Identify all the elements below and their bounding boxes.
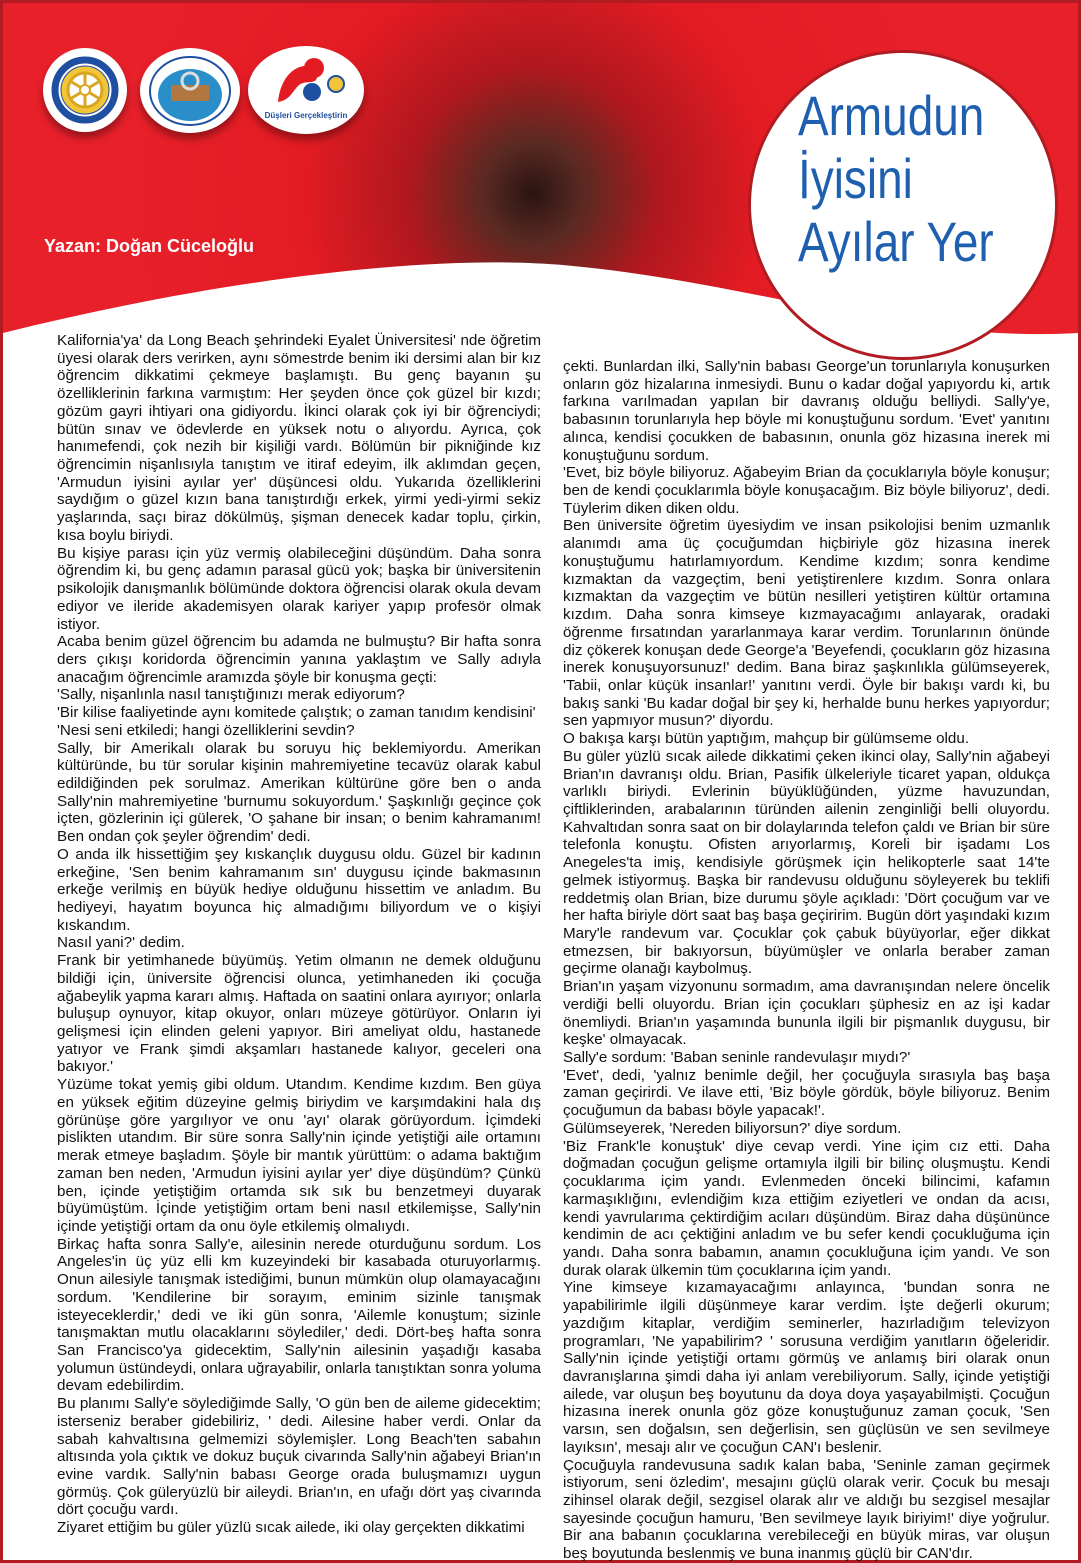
paragraph: Bu kişiye parası için yüz vermiş olabileceğini düşündüm. Daha sonra öğrendim ki, bu genç adamın parasal gücü yok; başka bir üniversitenin psikolojik danışmanlık bölümünde doktora öğrencisi olarak okula devam ediyor ve ileride akademisyen olarak kariyer yapıp profesör olmak istiyor.: [57, 544, 541, 633]
title-line: Ayılar Yer: [798, 210, 994, 273]
article-column-right: [563, 358, 1050, 1563]
paragraph: Ziyaret ettiğim bu güler yüzlü sıcak ailede, iki olay gerçekten dikkatimi: [57, 1519, 525, 1537]
paragraph: Bu planımı Sally'e söylediğimde Sally, 'O gün ben de aileme gidecektim; isterseniz beraber gidebiliriz, ' dedi. Ailesine haber verdi. Onlar da sabah kahvaltısına gelmemizi söylemişler. Long Beach'ten sabahın altısında yola çıktık ve dokuz buçuk civarında Sally'nin ağabeyi Brian'ın evine vardık. Sally'nin babası George orada buluşmamızı uygun görmüş. Çok güleryüzlü bir aileydi. Brian'ın, en ufağı dört yaş civarında dört çocuğu vardı.: [57, 1395, 541, 1519]
paragraph: O anda ilk hissettiğim şey kıskançlık duygusu oldu. Güzel bir kadının erkeğine, 'Sen benim kahramanım sın' duygusu içinde bakmasının erkeğe verilmiş en büyük hediye olduğunu hissettim ve anladım. Bu hediyeyi, hayatım boyunca hiç almadığımı biliyordum ve o kişiyi kıskandım.: [57, 845, 541, 934]
paragraph: Brian'ın yaşam vizyonunu sormadım, ama davranışından nelere öncelik verdiği belli oluyordu. Brian için çocukları şüphesiz en az işi kadar önemliydi. Brian'ın yaşamında bununla ilgili bir pişmanlık duygusu, bir keşke' olmayacak.: [563, 978, 1050, 1049]
paragraph: Çocuğuyla randevusuna sadık kalan baba, 'Seninle zaman geçirmek istiyorum, seni özledim', mesajını güçlü olarak verir. Çocuk bu mesajı zihinsel olarak değil, sezgisel olarak alır ve aldığı bu sezgisel mesajlar sayesinde çocuğun hamuru, 'Ben sevilmeye layık biriyim!' diye yoğrulur. Bir ana babanın çocuklarına verebileceği en büyük miras, var oluşun beş boyutunda beslenmiş ve buna inanmış güçlü bir CAN'dır.: [563, 1456, 1050, 1563]
paragraph: 'Evet', dedi, 'yalnız benimle değil, her çocuğuyla sırasıyla baş başa zaman geçirirdi. Ve ilave etti, 'Biz böyle gördük, böyle biliyoruz. Benim çocuğumun da babası böyle yapacak!'.: [563, 1066, 1050, 1120]
paragraph: Gülümseyerek, 'Nereden biliyorsun?' diye sordum.: [563, 1119, 902, 1137]
club-emblem-icon: [147, 55, 233, 127]
paragraph: Kalifornia'ya' da Long Beach şehrindeki Eyalet Üniversitesi' nde öğretim üyesi olarak ders verirken, aynı sömestrde benim iki dersimi alan bir kız öğrencim dikkatimi çekmeye başlamıştı. Bu genç bayanın şu özelliklerinin farkına varmıştım: Her şeyden önce çok güzel bir kızdı; gözüm gayri ihtiyari ona gidiyordu. İkinci olarak çok iyi bir öğrenciydi; bütün sınav ve ödevlerde en yüksek notu o alıyordu. Ayrıca, çok hanımefendi, çok nezih bir kişiliği vardı. Bölümün bir pikniğinde kız öğrencimin nişanlısıyla tanıştım ve itiraf edeyim, ilk aklımdan geçen, 'Armudun iyisini ayılar yer' düşüncesi oldu. Yukarıda özelliklerini saydığım o güzel kızın bana tanıştırdığı erkek, yirmi yedi-yirmi sekiz yaşlarında, saçı biraz dökülmüş, şişman denecek kadar toplu, çirkin, kısa boylu biriydi.: [57, 332, 541, 544]
paragraph: Frank bir yetimhanede büyümüş. Yetim olmanın ne demek olduğunu bildiği için, üniversite öğrencisi olunca, yetimhaneden iki çocuğa ağabeylik yapma kararı almış. Haftada on saatini onlara ayırıyor; onlarla buluşup oynuyor, kitap okuyor, onları müzeye götürüyor. Onların iyi gelişmesi için elinden geleni yapıyor. Biri ameliyat oldu, hastanede yatıyor ve Frank şimdi akşamları hastanede kalıyor, geceleri ona bakıyor.': [57, 952, 541, 1076]
paragraph: Acaba benim güzel öğrencim bu adamda ne bulmuştu? Bir hafta sonra ders çıkışı koridorda öğrencimin yanına yaklaştım ve Sally adıyla anacağım öğrencimle aramızda şöyle bir konuşma geçti:: [57, 633, 541, 686]
paragraph: 'Evet, biz böyle biliyoruz. Ağabeyim Brian da çocuklarıyla böyle konuşur; ben de kendi çocuklarımla böyle konuşacağım. Biz böyle biliyoruz', dedi. Tüylerim diken diken oldu.: [563, 464, 1050, 517]
title-line: İyisini: [798, 147, 913, 210]
paragraph: 'Bir kilise faaliyetinde aynı komitede çalıştık; o zaman tanıdım kendisini': [57, 704, 536, 722]
paragraph: O bakışa karşı bütün yaptığım, mahçup bir gülümseme oldu.: [563, 730, 970, 748]
campaign-emblem-icon: [256, 52, 356, 128]
paragraph: 'Biz Frank'le konuştuk' diye cevap verdi. Yine içim cız etti. Daha doğmadan çocuğun gelişme ortamıyla ilgili bir bilinç oluşmuştu. Kendi çocuklarıma içim yandı. Evlenmeden önceki bilincimi, kafamın karmaşıklığını, evlendiğim kıza ettiğim eziyetleri ve ondan da acısı, kendi yavrularıma çektirdiğim acıları düşündüm. Biraz daha düşününce kendimin de acı çektiğini anladım ve bu sefer kendi çocukluğuma için yandı. Daha sonra babamın, anamın çocukluğuna içim yandı. Ve son durak olarak ülkemin tüm çocuklarına içim yandı.: [563, 1137, 1050, 1279]
article-title: [798, 84, 994, 273]
paragraph: 'Nesi seni etkiledi; hangi özelliklerini sevdin?: [57, 721, 355, 739]
paragraph: Yüzüme tokat yemiş gibi oldum. Utandım. Kendime kızdım. Ben güya en yüksek eğitim düzeyine gelmiş biriydim ve karşımdakini hala dış görünüşe göre yargılıyor ve onu 'ayı' olarak görüyordum. İçimdeki pislikten utandım. Bir süre sonra Sally'nin içinde yetiştiği aile ortamını merak etmeye başladım. Şöyle bir mantık yürüttüm: o adama baktığım zaman ben neden, 'Armudun iyisini ayılar yer' diye düşündüm? Çünkü ben, içinde yetiştiğim ortamda sık sık bu benzetmeyi duyarak büyümüştüm. İçinde yetiştiğim ortam beni nasıl etkilemişse, Sally'nin içinde yetiştiği ortam da onu öyle etkilemiş olmalıydı.: [57, 1076, 541, 1235]
paragraph: 'Sally, nişanlınla nasıl tanıştığınızı merak ediyorum?: [57, 686, 405, 704]
paragraph: Ben üniversite öğretim üyesiydim ve insan psikolojisi benim uzmanlık alanımdı ama üç çocuğumdan hiçbiriyle göz hizasına inerek konuştuğumu hatırlamıyordum. Kendime kızdım; sonra kendime kızmaktan da vazgeçtim, beni yetiştirenlere kızdım. Sonra onlara kızmaktan da vazgeçtim ve bütün nesilleri yetiştiren kültür ortamına kızdım. Daha sonra kimseye kızmayacağımı anlayarak, oradaki öğrenme fırsatından yararlanmaya karar verdim. Torunlarının önünde diz çökerek konuşan dede George'a 'Beyefendi, çocukların göz hizasına inerek konuşuyorsunuz!' dedim. Bana biraz şaşkınlıkla gülümseyerek, 'Tabii, onlar küçük insanlar!' yanıtını verdi. Öyle bir bakışı vardı ki, bu bakış sanki 'Bu kadar doğal bir şey ki, herhalde bunu herkes yapıyordur; sen yapmıyor musun?' diyordu.: [563, 517, 1050, 730]
rotary-wheel-icon: [50, 55, 120, 125]
paragraph: Birkaç hafta sonra Sally'e, ailesinin nerede oturduğunu sordum. Los Angeles'in üç yüz elli km kuzeyindeki bir kasabada oturuyorlarmış. Onun ailesiyle tanışmak istediğimi, bunun mümkün olup olamayacağını sordum. 'Kendilerine bir sorayım, eminim sizinle tanışmak isteyeceklerdir,' dedi ve iki gün sonra, 'Ailemle konuştum; sizinle tanışmaktan mutlu olacaklarını söylediler,' dedi. Dört-beş hafta sonra San Francisco'ya gidecektim, Sally'nin ailesinin yaşadığı kasaba yolumun üstündeydi, onlara uğrayabilir, onlarla tanıştıktan sonra yoluma devam edebilirdim.: [57, 1235, 541, 1395]
mersin-kizkalesi-rotary-logo: [140, 48, 240, 133]
paragraph: Bu güler yüzlü sıcak ailede dikkatimi çeken ikinci olay, Sally'nin ağabeyi Brian'ın davranışı oldu. Brian, Pasifik ülkeleriyle ticaret yapan, oldukça varlıklı biriydi. Evlerinin büyüklüğünden, yüzme havuzundan, çiftliklerinden, arabalarının türünden ailenin zenginliği belli oluyordu. Kahvaltıdan sonra saat on bir dolaylarında telefon çaldı ve Brian bir süre telefonla konuştu. Ofisten arıyorlarmış, Koreli bir işadamı Los Anegeles'ta imiş, kendisiyle görüşmek için helikopterle saat 14'te gelmek istiyormuş. Başka bir randevusu olduğunu söyleyerek bu teklifi reddetmiş olan Brian, bize durumu şöyle açıkladı: 'Dört çocuğum var ve her hafta biriyle dört saat baş başa geçiririm. Bugün dört yaşındaki kızım Mary'le randevum var. Çocuklar çok çabuk büyüyorlar, eğer dikkat etmezsen, bir bakıyorsun, büyümüşler ve onlarla beraber zaman geçirme olanağı kaybolmuş.: [563, 747, 1050, 978]
paragraph: Yine kimseye kızamayacağımı anlayınca, 'bundan sonra ne yapabilirimle ilgili düşünmeye karar verdim. İşte değerli okurum; yazdığım kitaplar, verdiğim seminerler, hazırladığım televizyon programları, 'Ne yapabilirim? ' sorusuna verdiğim yanıtların öğeleridir. Sally'nin içinde yetiştiği ortamı görmüş ve anlamış biri olarak onun davranışlarına şimdi daha iyi anlam verebiliyorum. Sally, içinde yetiştiği ailede, var oluşun beş boyutunu da doya doya yaşayabilmişti. Çocuğun hizasına inerek onunla göz göze konuştuğunuz zaman çocuk, 'Sen varsın, sen doğalsın, sen değerlisin, sen güçlüsün ve sen sevilmeye layıksın', mesajı alır ve çocuğun CAN'ı beslenir.: [563, 1279, 1050, 1456]
author-byline: Yazan: Doğan Cüceloğlu: [44, 236, 255, 256]
dusleri-gerceklestirin-logo: [248, 46, 364, 134]
paragraph: çekti. Bunlardan ilki, Sally'nin babası George'un torunlarıyla konuşurken onların göz hizalarına inmesiydi. Bunu o kadar doğal yapıyordu ki, artık farkına varılmadan yapılan bir davranış olduğu belliydi. Sally'ye, babasının torunlarıyla hep böyle mi konuştuğunu sordum. 'Evet' yanıtını alınca, kendisi çocukken de babasının, onunla göz hizasına inerek mi konuştuğunu sordum.: [563, 358, 1050, 464]
paragraph: Sally'e sordum: 'Baban seninle randevulaşır mıydı?': [563, 1049, 911, 1067]
paragraph: Nasıl yani?' dedim.: [57, 934, 185, 952]
rotary-international-logo: [43, 48, 127, 132]
title-line: Armudun: [798, 84, 985, 147]
article-column-left: [57, 332, 541, 1537]
paragraph: Sally, bir Amerikalı olarak bu soruyu hiç beklemiyordu. Amerikan kültüründe, bu tür sorular kişinin mahremiyetine tecavüz olarak kabul edildiğinden pek sorulmaz. Amerikan kültürüne göre ben o anda Sally'nin mahremiyetine 'burnumu sokuyordum.' Şaşkınlığı geçince çok içten, gözlerinin içi gülerek, 'O şahane bir insan; o benim kahramanım! Ben ondan çok şeyler öğrendim' dedi.: [57, 739, 541, 846]
svg-text:Düşleri Gerçekleştirin: Düşleri Gerçekleştirin: [264, 111, 348, 120]
